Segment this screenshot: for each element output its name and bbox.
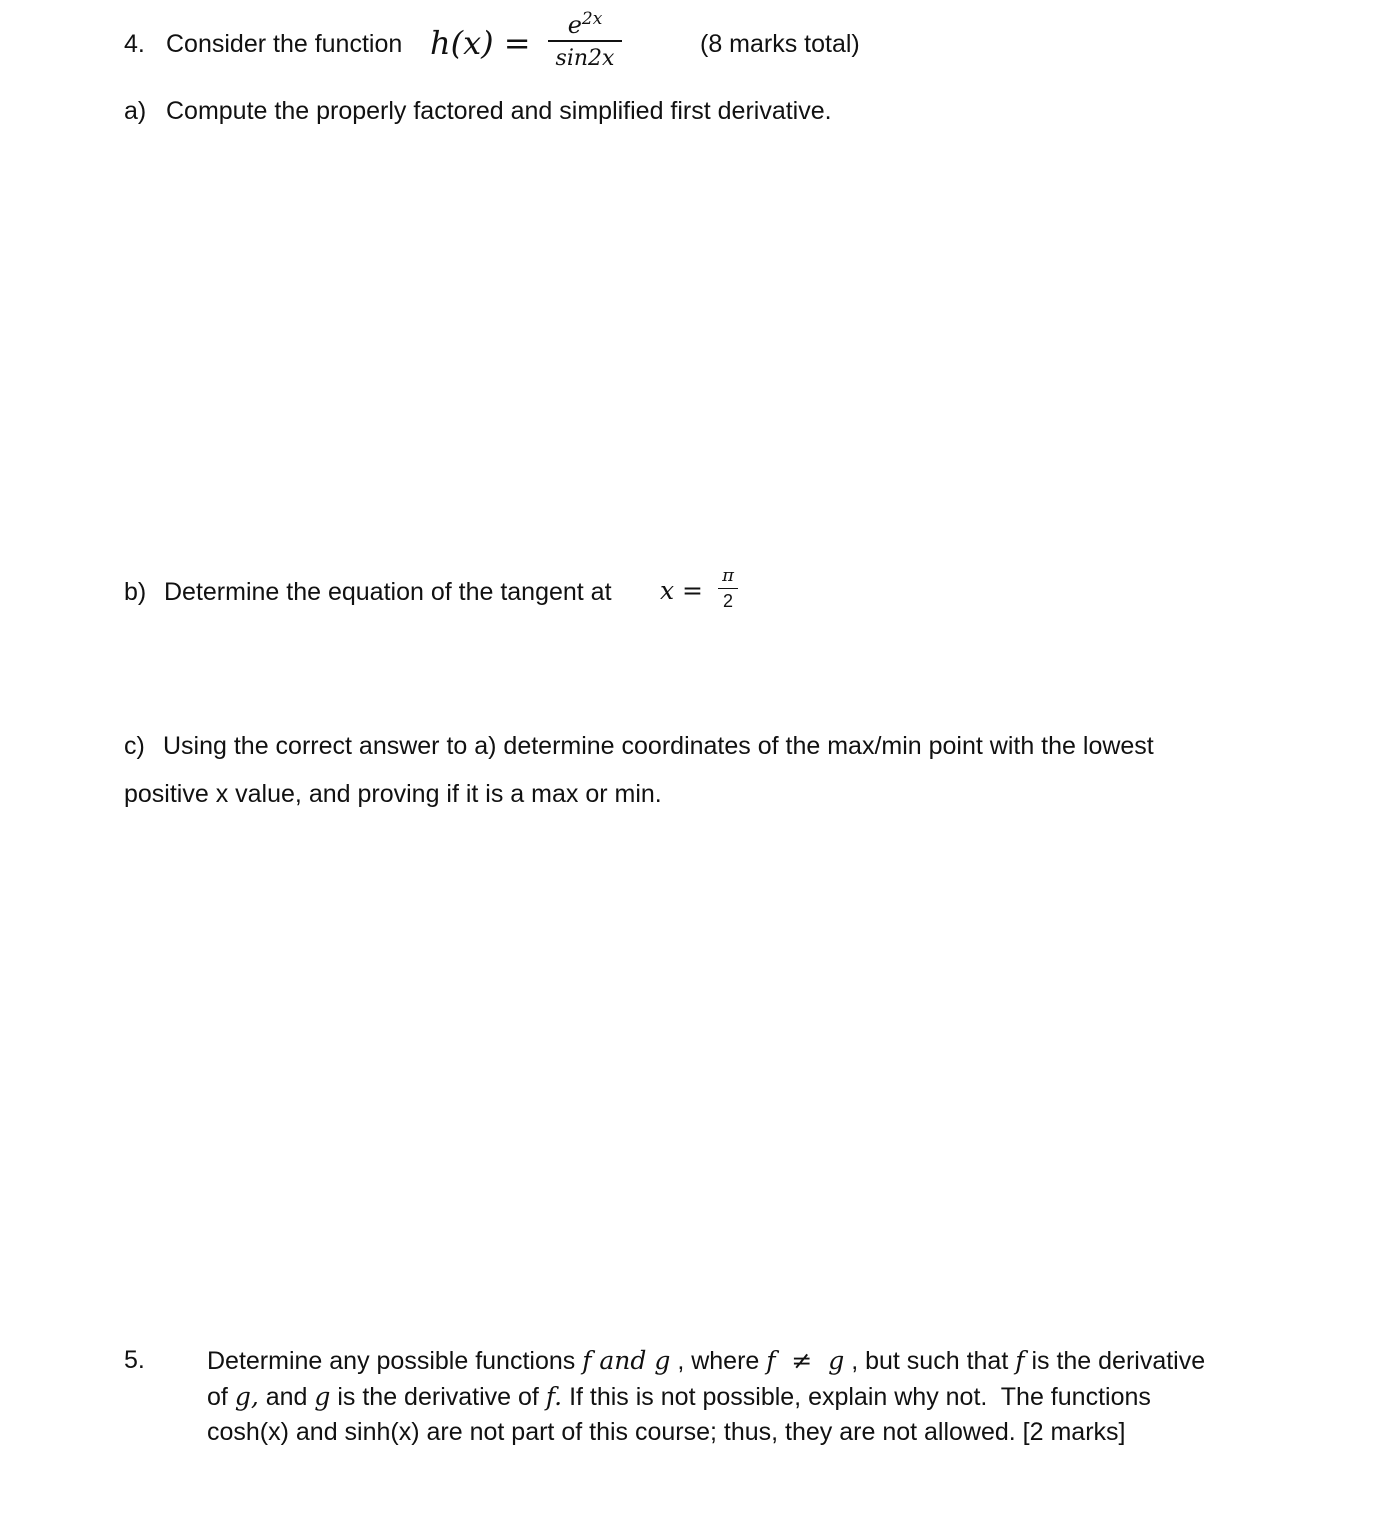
q5-text: of (207, 1383, 228, 1411)
part-b-text: Determine the equation of the tangent at (164, 578, 612, 606)
q5-text: , but such that (851, 1347, 1009, 1375)
question-5-line1 (207, 1346, 1205, 1376)
part-a-label: a) (124, 97, 147, 125)
question-5-line2 (207, 1382, 1151, 1412)
q5-text: , where (677, 1347, 760, 1375)
part-b-frac-den: 2 (722, 591, 733, 611)
q5-math: f ≠ g (766, 1346, 845, 1375)
part-c-label: c) (124, 732, 145, 760)
part-b-fraction (718, 564, 738, 613)
q5-math: f (1015, 1346, 1025, 1375)
question-4-marks: (8 marks total) (700, 30, 860, 58)
q5-text: is the derivative (1031, 1347, 1206, 1375)
q5-text: is the derivative of (337, 1383, 539, 1411)
part-b-frac-num: π (722, 565, 734, 586)
part-c-line1: Using the correct answer to a) determine coordinates of the max/min point with the lowest (163, 732, 1154, 760)
q5-math: f and g (582, 1346, 671, 1375)
part-a-text: Compute the properly factored and simplified first derivative. (166, 97, 832, 125)
part-b-label: b) (124, 578, 147, 606)
q5-math: g (314, 1382, 331, 1411)
part-c-line2: positive x value, and proving if it is a max or min. (124, 780, 662, 808)
function-numerator: $e^{2x}$ (567, 9, 603, 39)
function-lhs: h(x) = (430, 24, 531, 62)
question-4-number: 4. (124, 30, 145, 58)
q5-text: If this is not possible, explain why not. The functions (562, 1383, 1151, 1411)
q5-text: and (265, 1383, 308, 1411)
question-5-line3: cosh(x) and sinh(x) are not part of this course; thus, they are not allowed. [2 marks] (207, 1418, 1126, 1446)
part-b-math-lhs: x = (660, 576, 703, 605)
q5-math: g, (234, 1382, 259, 1411)
question-4-intro: Consider the function (166, 30, 403, 58)
q5-text: Determine any possible functions (207, 1347, 576, 1375)
function-fraction (548, 4, 622, 76)
q5-math: f. (545, 1382, 563, 1411)
question-5-number: 5. (124, 1346, 145, 1374)
function-denominator: sin2x (555, 46, 615, 71)
